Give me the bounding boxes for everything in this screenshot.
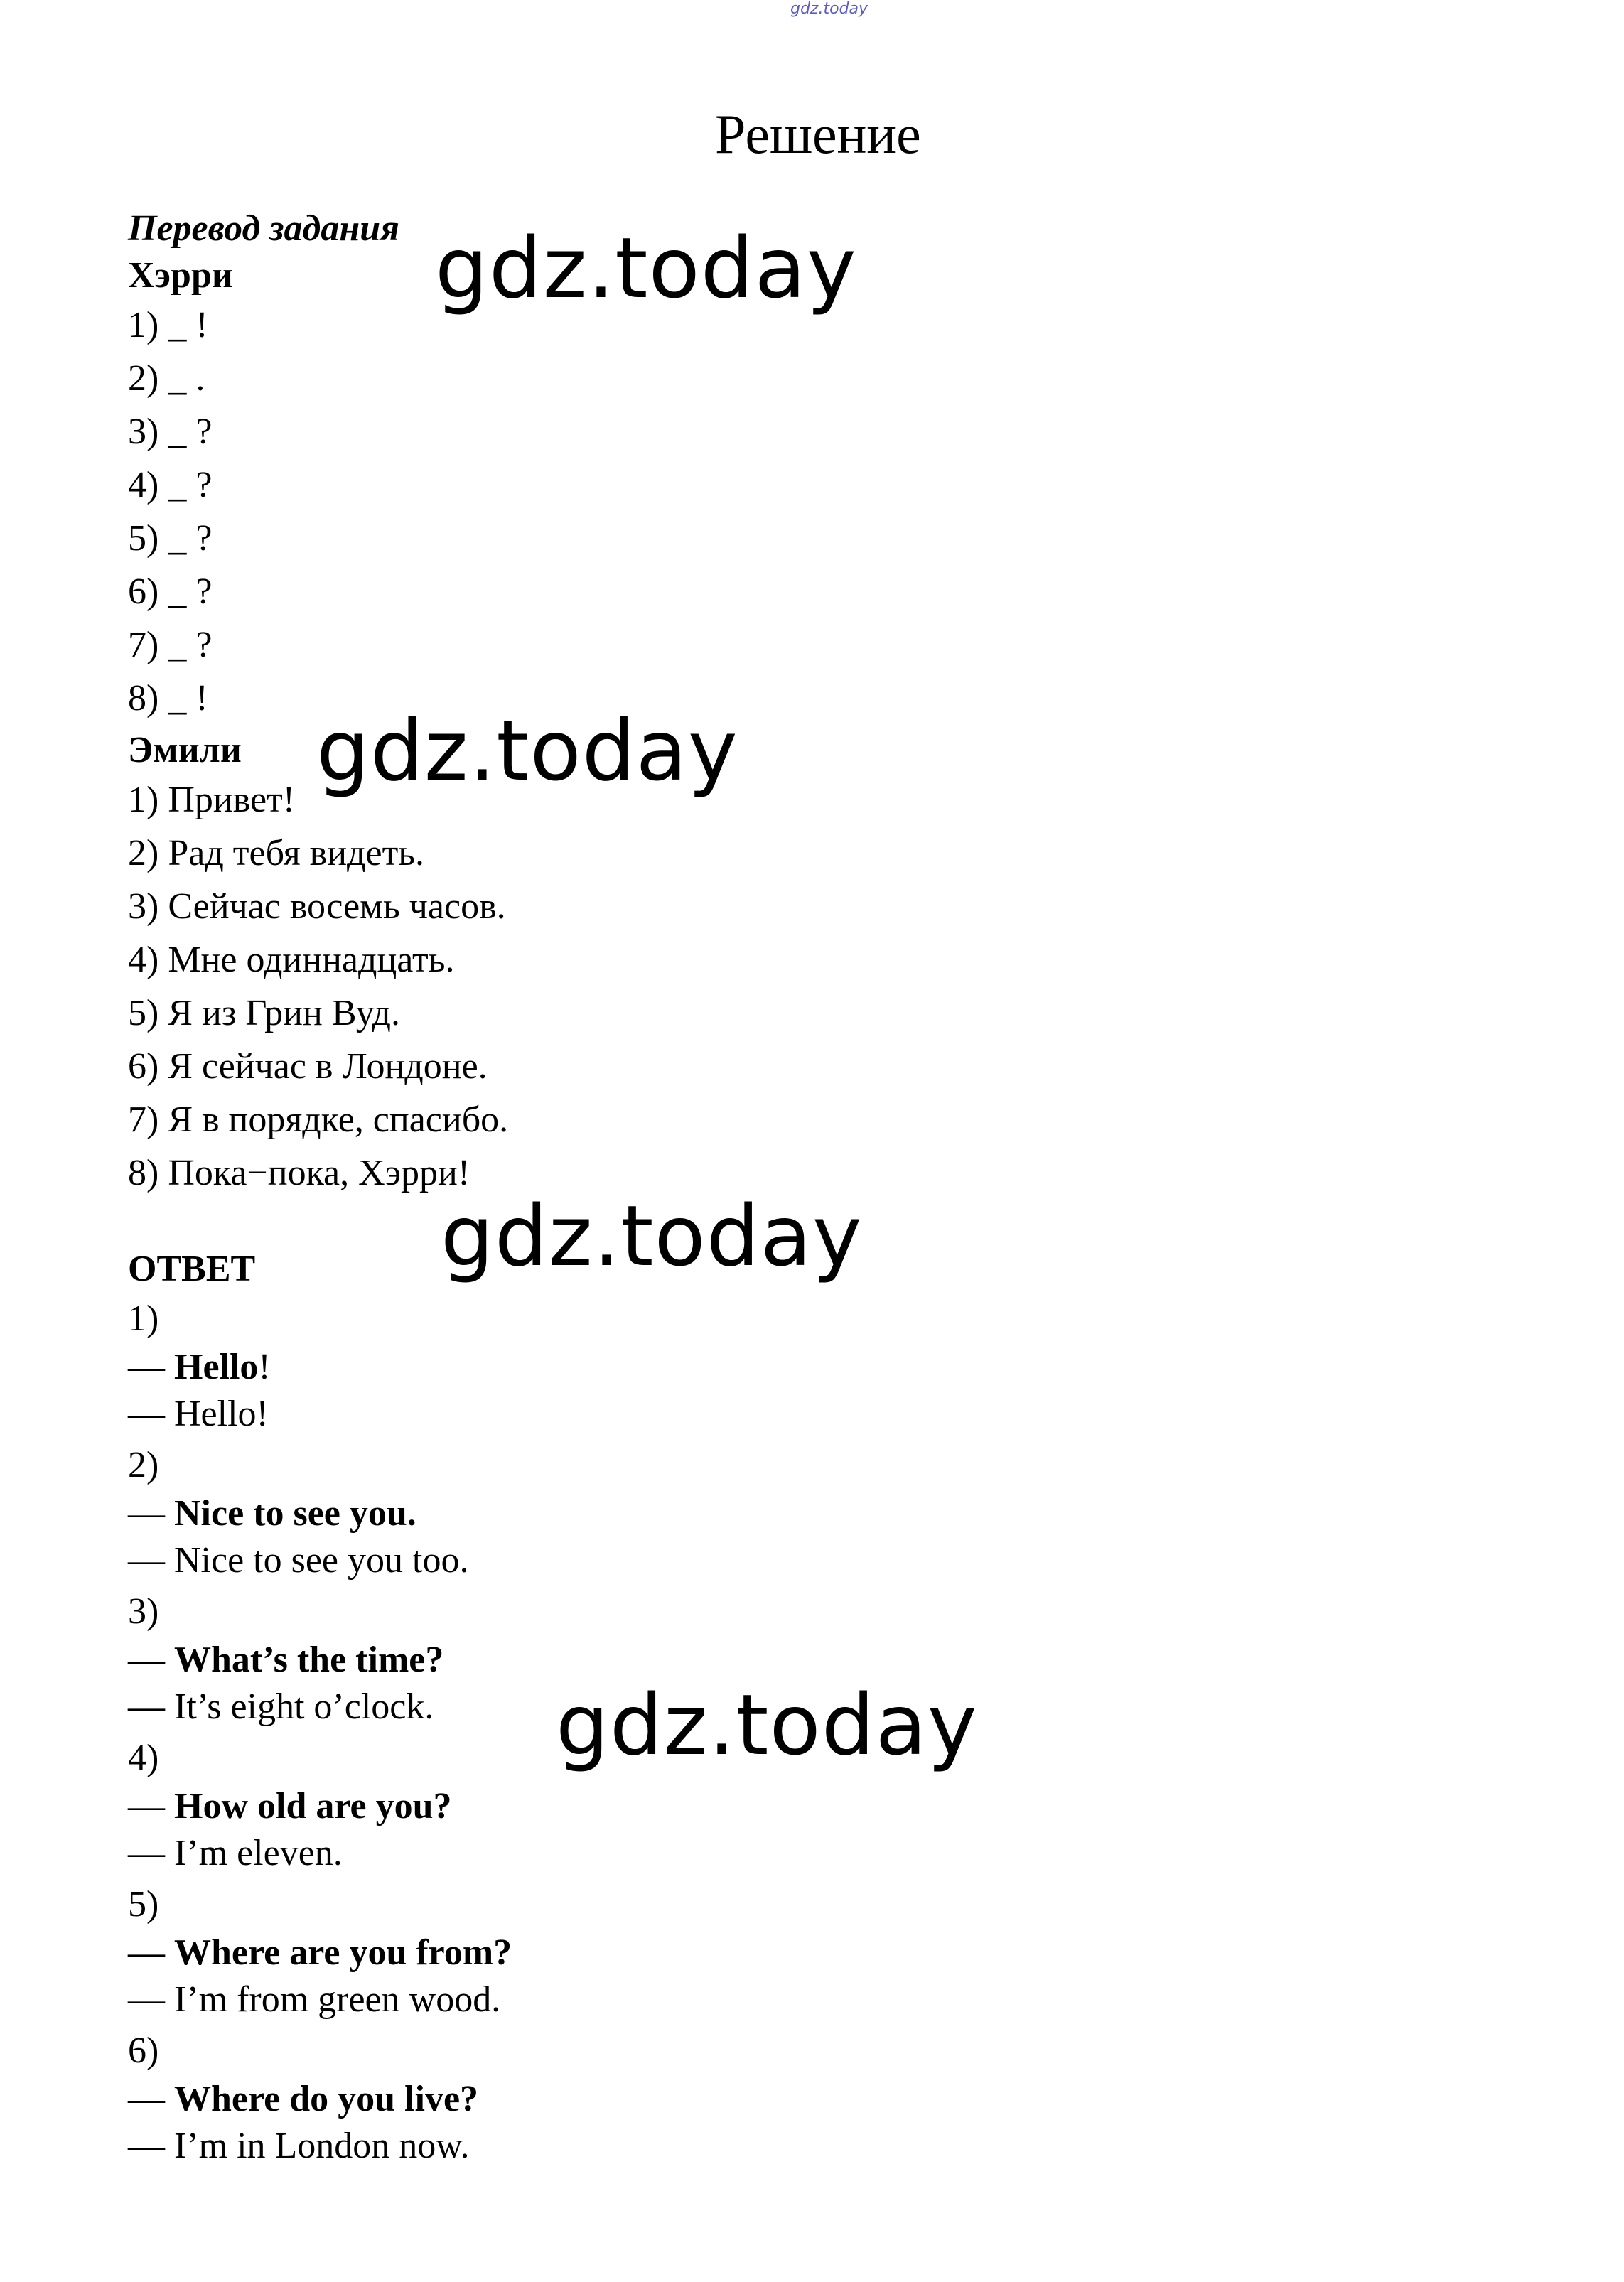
answer-number: 4) bbox=[128, 1738, 159, 1778]
emily-line: 2) Рад тебя видеть. bbox=[128, 833, 425, 873]
answer-question bbox=[128, 1788, 452, 1825]
answer-reply: — I’m in London now. bbox=[128, 2126, 470, 2166]
emily-line: 3) Сейчас восемь часов. bbox=[128, 886, 506, 927]
emily-line: 4) Мне одиннадцать. bbox=[128, 940, 455, 980]
task-translation-heading: Перевод задания bbox=[128, 208, 399, 249]
harry-line: 2) _ . bbox=[128, 358, 205, 399]
watermark: gdz.today bbox=[556, 1676, 978, 1774]
question-text: How old are you? bbox=[174, 1786, 452, 1826]
answer-reply: — I’m eleven. bbox=[128, 1833, 343, 1873]
harry-line: 6) _ ? bbox=[128, 571, 213, 612]
question-text: Hello bbox=[174, 1347, 259, 1387]
watermark: gdz.today bbox=[316, 701, 738, 800]
answer-reply: — Hello! bbox=[128, 1394, 269, 1434]
dash: — bbox=[128, 1493, 174, 1534]
emily-line: 6) Я сейчас в Лондоне. bbox=[128, 1046, 488, 1087]
dash: — bbox=[128, 1786, 174, 1826]
emily-line: 8) Пока−пока, Хэрри! bbox=[128, 1153, 470, 1193]
answer-number: 5) bbox=[128, 1884, 159, 1925]
answer-question bbox=[128, 2081, 478, 2118]
harry-heading: Хэрри bbox=[128, 255, 233, 296]
dash: — bbox=[128, 2079, 174, 2119]
emily-line: 1) Привет! bbox=[128, 780, 296, 820]
answer-number: 3) bbox=[128, 1591, 159, 1632]
harry-line: 4) _ ? bbox=[128, 465, 213, 505]
emily-line: 5) Я из Грин Вуд. bbox=[128, 993, 400, 1033]
answer-question bbox=[128, 1495, 416, 1532]
dash: — bbox=[128, 1932, 174, 1973]
dash: — bbox=[128, 1640, 174, 1680]
watermark: gdz.today bbox=[435, 219, 857, 317]
answer-reply: — Nice to see you too. bbox=[128, 1540, 469, 1581]
answer-reply: — It’s eight o’clock. bbox=[128, 1686, 434, 1727]
harry-line: 8) _ ! bbox=[128, 678, 208, 718]
dash: — bbox=[128, 1347, 174, 1387]
question-text: What’s the time? bbox=[174, 1640, 444, 1680]
question-text: Nice to see you. bbox=[174, 1493, 416, 1534]
answer-heading: ОТВЕТ bbox=[128, 1249, 256, 1289]
harry-line: 5) _ ? bbox=[128, 518, 213, 559]
top-watermark: gdz.today bbox=[790, 0, 869, 18]
answer-number: 2) bbox=[128, 1445, 159, 1485]
harry-line: 3) _ ? bbox=[128, 411, 213, 452]
watermark: gdz.today bbox=[441, 1187, 863, 1285]
answer-reply: — I’m from green wood. bbox=[128, 1979, 501, 2020]
question-text: Where are you from? bbox=[174, 1932, 512, 1973]
page-title: Решение bbox=[715, 103, 921, 165]
question-tail: ! bbox=[258, 1347, 271, 1387]
harry-line: 1) _ ! bbox=[128, 305, 208, 345]
harry-line: 7) _ ? bbox=[128, 625, 213, 665]
answer-number: 6) bbox=[128, 2030, 159, 2071]
emily-line: 7) Я в порядке, спасибо. bbox=[128, 1099, 509, 1140]
answer-question bbox=[128, 1642, 443, 1679]
emily-heading: Эмили bbox=[128, 730, 242, 770]
question-text: Where do you live? bbox=[174, 2079, 479, 2119]
answer-question bbox=[128, 1934, 512, 1971]
answer-number: 1) bbox=[128, 1298, 159, 1339]
answer-question bbox=[128, 1349, 271, 1386]
